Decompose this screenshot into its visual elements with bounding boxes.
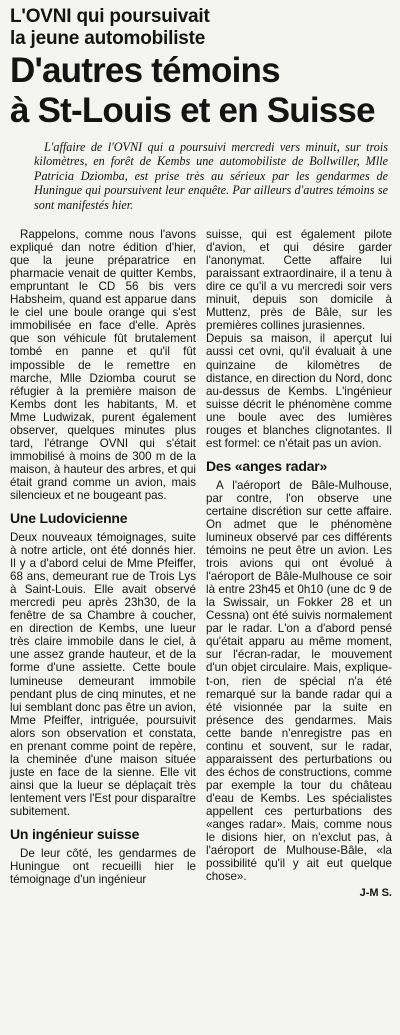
kicker-line-1: L'OVNI qui poursuivait xyxy=(10,6,210,27)
subheading-ingenieur: Un ingénieur suisse xyxy=(10,826,140,843)
subheading-anges-radar: Des «anges radar» xyxy=(206,457,328,474)
headline-line-2: à St-Louis et en Suisse xyxy=(10,91,375,130)
article-header xyxy=(10,6,392,130)
left-column xyxy=(10,228,196,899)
paragraph-gendarmes: De leur côté, les gendarmes de Huningue ont recueilli hier le témoignage d'un ingénieur xyxy=(10,847,196,887)
paragraph-ingenieur-suite: suisse, qui est également pilote d'avion, et qui désire garder l'anonymat. Cette affaire lui paraissant extraordinaire, il a tenu à dire ce qu'il a vu mercredi soir vers minuit, depuis son domicile à Muttenz, près de Bâle, sur les premières collines jurasiennes. xyxy=(206,228,392,333)
paragraph-maison: Depuis sa maison, il aperçut lui aussi cet ovni, qu'il évaluait à une quinzaine de kilomètres de distance, en direction du Nord, donc au-dessus de Kembs. L'ingénieur suisse décrit le phénomène comme une boule avec des lumières rouges et blanches clignotantes. Il est formel: ce n'était pas un avion. xyxy=(206,332,392,450)
article-body xyxy=(10,228,392,899)
author-signature: J-M S. xyxy=(359,887,392,900)
subheading-ludovicienne: Une Ludovicienne xyxy=(10,510,128,527)
paragraph-rappel: Rappelons, comme nous l'avons expliqué dan notre édition d'hier, que la jeune préparatrice en pharmacie venait de quitter Kembs, empruntant le CD 56 bis vers Habsheim, quand est apparue dans le ciel une boule orange qui s'est immobilisée en face d'elle. Après que son véhicule fût brutalement tombé en panne et qu'il fût impossible de le remettre en marche, Mlle Dziomba courut se réfugier à la première maison de Kembs dont les habitants, M. et Mme Ludwizak, purent également observer, quelques minutes plus tard, l'étrange OVNI qui s'était immobilisé à moins de 300 m de la maison, à hauteur des arbres, et qui était grand comme un avion, mais silencieux et ne bougeant pas. xyxy=(10,228,196,502)
lede-text: L'affaire de l'OVNI qui a poursuivi mercredi vers minuit, sur trois kilomètres, en forêt de Kembs une automobiliste de Bollwiller, Mlle Patricia Dziomba, est prise très au sérieux par les gendarmes de Huningue qui poursuivent leur enquête. Par ailleurs d'autres témoins se sont manifestés hier. xyxy=(34,140,388,212)
kicker-line-2: la jeune automobiliste xyxy=(10,28,206,49)
right-column xyxy=(206,228,392,899)
paragraph-temoignages: Deux nouveaux témoignages, suite à notre article, ont été donnés hier. Il y a d'abord celui de Mme Pfeiffer, 68 ans, demeurant rue de Trois Lys à Saint-Louis. Elle avait observé mercredi peu après 23h30, de la fenêtre de sa Chambre à coucher, en direction de Kembs, une lueur très claire immobile dans le ciel, à une assez grande hauteur, et de la forme d'une assiette. Cette boule lumineuse demeurant immobile pendant plus de cinq minutes, et ne lui semblant donc pas être un avion, Mme Pfeiffer, intriguée, poursuivit alors son observation et constata, en prenant comme point de repère, la cheminée d'une maison située juste en face de la sienne. Elle vit ainsi que la lueur se déplaçait très lentement vers l'Est pour disparaître subitement. xyxy=(10,531,196,818)
paragraph-aeroport: A l'aéroport de Bâle-Mulhouse, par contre, l'on observe une certaine discrétion sur cette affaire. On admet que le phénomène lumineux observé par ces différents témoins ne peut être un avion. Les trois avions qui ont évolué à l'aéroport de Bâle-Mulhouse ce soir là entre 23h45 et 0h10 (une dc 9 de la Swissair, un Fokker 28 et un Cessna) ont été suivis normalement par le radar. L'on a d'abord pensé qu'était apparu au même moment, sur l'écran-radar, le mouvement d'un objet circulaire. Mais, explique-t-on, rien de spécial n'a été remarqué sur la bande radar qui a été visionnée par la suite en présence des gendarmes. Mais cette bande n'enregistre pas en continu et souvent, sur le radar, apparaissent des perturbations ou des échos de constructions, comme par exemple la tour du château d'eau de Kembs. Les spécialistes appellent ces perturbations des «anges radar». Mais, comme nous le disions hier, on n'exclut pas, à l'aéroport de Mulhouse-Bâle, «la possibilité qu'il y ait eut quelque chose». xyxy=(206,478,392,884)
lede-paragraph xyxy=(34,140,388,212)
headline-line-1: D'autres témoins xyxy=(10,51,280,90)
